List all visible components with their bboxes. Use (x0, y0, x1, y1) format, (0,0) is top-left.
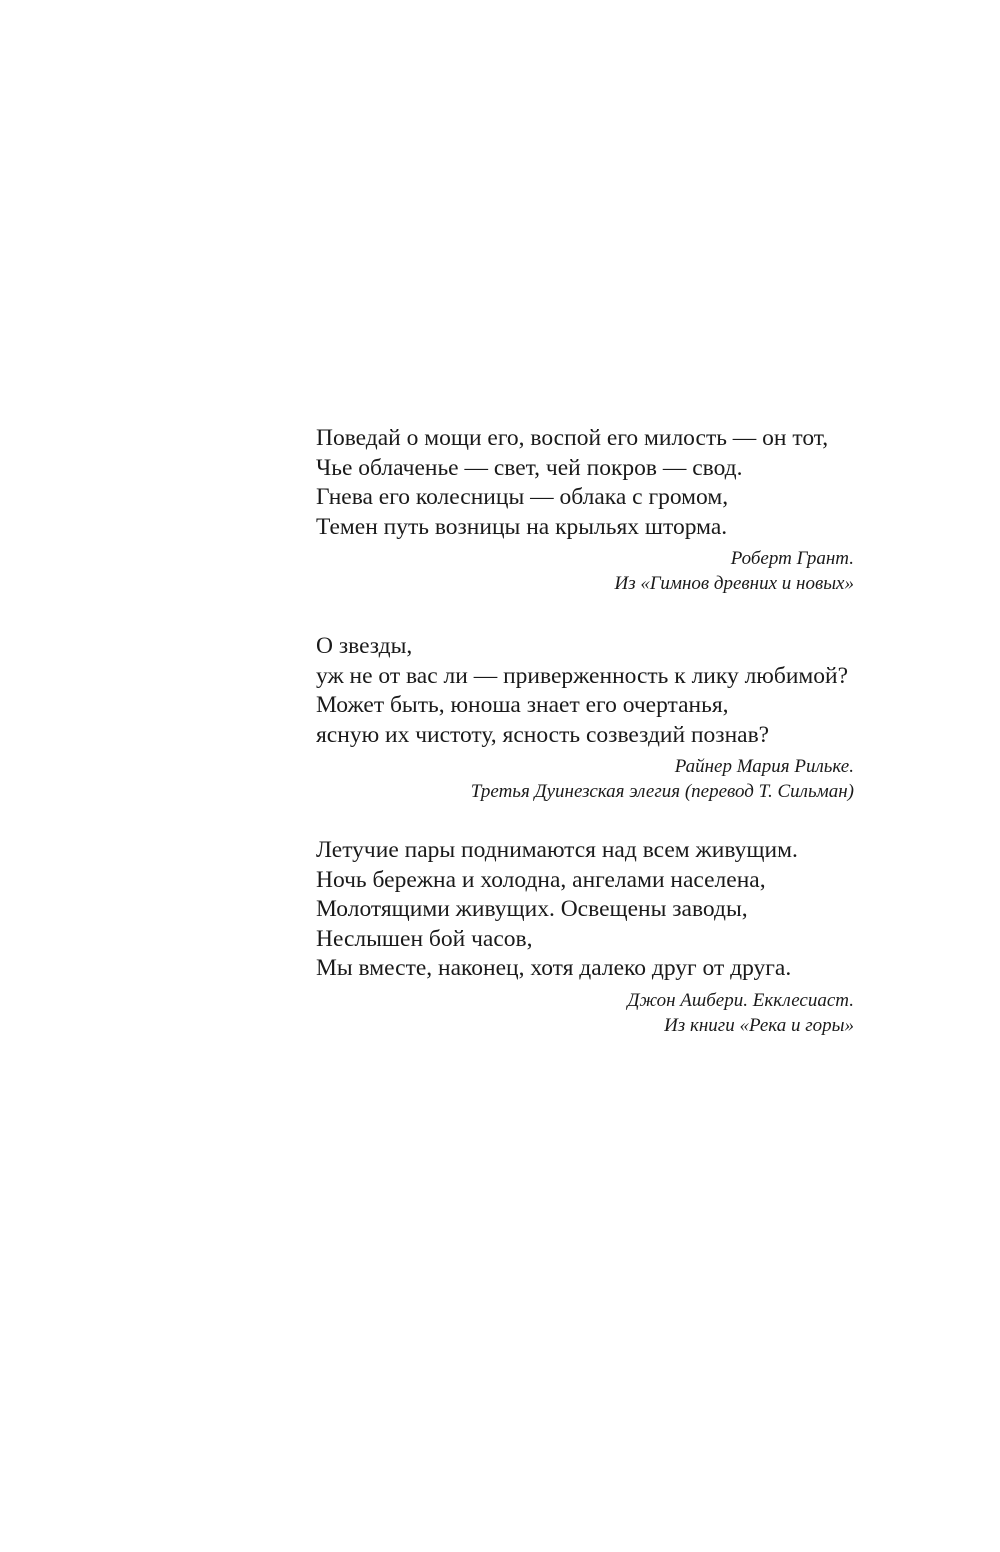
epigraph-grant (316, 424, 854, 596)
verse-line: Ночь бережна и холодна, ангелами населена, (316, 866, 766, 893)
verse (316, 836, 854, 984)
attribution (316, 754, 854, 804)
attribution-source: Из «Гимнов древних и новых» (614, 573, 854, 594)
verse-line: Неслышен бой часов, (316, 925, 533, 952)
attribution-source: Из книги «Река и горы» (664, 1014, 854, 1036)
verse (316, 424, 854, 542)
verse-line: Летучие пары поднимаются над всем живущим. (316, 837, 798, 863)
verse-line: О звезды, (316, 633, 413, 659)
attribution-author: Джон Ашбери. Екклесиаст. (627, 989, 854, 1011)
verse-line: Чье облаченье — свет, чей покров — свод. (316, 454, 743, 481)
attribution-author: Роберт Грант. (730, 548, 854, 569)
verse-line: Темен путь возницы на крыльях шторма. (316, 513, 728, 540)
attribution (316, 988, 854, 1038)
verse-line: Поведай о мощи его, воспой его милость — он тот, (316, 425, 829, 451)
verse (316, 632, 854, 750)
verse-line: уж не от вас ли — приверженность к лику любимой? (316, 662, 849, 689)
attribution (316, 546, 854, 596)
attribution-source: Третья Дуинезская элегия (перевод Т. Сильман) (470, 781, 854, 802)
epigraph-rilke (316, 632, 854, 804)
verse-line: ясную их чистоту, ясность созвездий познав? (316, 721, 770, 748)
verse-line: Гнева его колесницы — облака с громом, (316, 484, 729, 510)
verse-line: Мы вместе, наконец, хотя далеко друг от друга. (316, 955, 792, 981)
verse-line: Может быть, юноша знает его очертанья, (316, 692, 729, 718)
verse-line: Молотящими живущих. Освещены заводы, (316, 896, 748, 922)
attribution-author: Райнер Мария Рильке. (674, 756, 854, 777)
epigraph-ashbery (316, 836, 854, 1038)
